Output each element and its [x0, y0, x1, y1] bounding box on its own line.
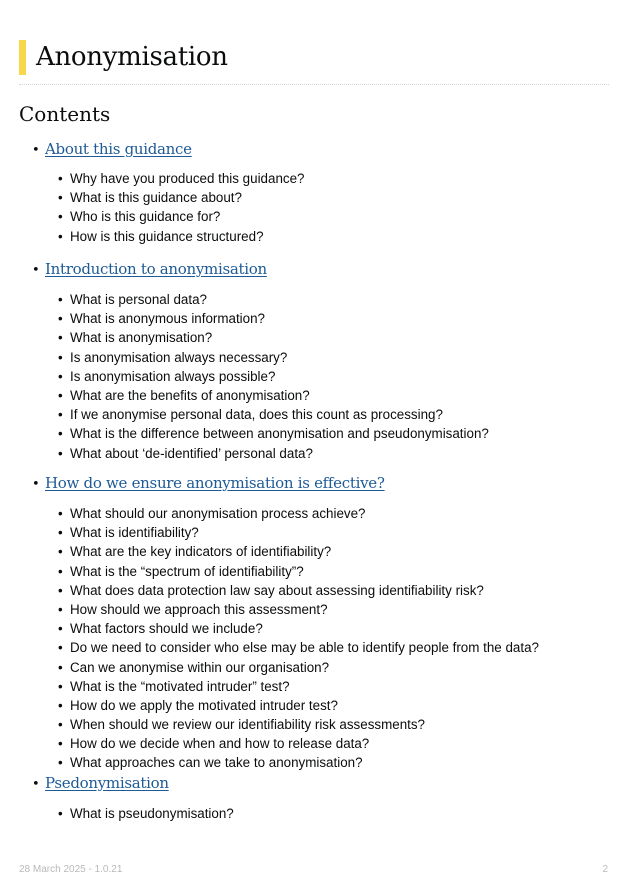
section-about-this-guidance [32, 139, 192, 161]
bullet: • [32, 143, 40, 158]
list-item: • What is anonymisation? [58, 328, 489, 347]
list-item: • What does data protection law say about assessing identifiability risk? [58, 581, 539, 600]
page-title: Anonymisation [36, 42, 228, 72]
list-item: • Why have you produced this guidance? [58, 169, 305, 188]
list-item: • What is the difference between anonymisation and pseudonymisation? [58, 424, 489, 443]
list-item: • If we anonymise personal data, does this count as processing? [58, 405, 489, 424]
section-psedonymisation [32, 773, 169, 795]
list-item: • Can we anonymise within our organisation? [58, 658, 539, 677]
list-item: • Do we need to consider who else may be able to identify people from the data? [58, 638, 539, 657]
list-item: • Is anonymisation always necessary? [58, 348, 489, 367]
title-accent-bar [19, 40, 26, 75]
list-item: • What about ‘de-identified’ personal data? [58, 444, 489, 463]
bullet: • [32, 777, 40, 792]
section-question-list [58, 504, 539, 773]
title-divider [19, 84, 609, 85]
list-item: • What should our anonymisation process achieve? [58, 504, 539, 523]
section-question-list [58, 290, 489, 463]
section-link-ensure-anonymisation-effective[interactable]: How do we ensure anonymisation is effective? [45, 474, 385, 492]
page-title-block [19, 40, 228, 75]
section-link-about-this-guidance[interactable]: About this guidance [45, 140, 192, 158]
list-item: • What is the “motivated intruder” test? [58, 677, 539, 696]
list-item: • How should we approach this assessment? [58, 600, 539, 619]
list-item: • How is this guidance structured? [58, 227, 305, 246]
bullet: • [32, 477, 40, 492]
list-item: • What is identifiability? [58, 523, 539, 542]
section-question-list [58, 169, 305, 246]
section-ensure-anonymisation-effective [32, 473, 385, 495]
list-item: • How do we apply the motivated intruder test? [58, 696, 539, 715]
footer-date: 28 March 2025 - 1.0.21 [19, 864, 123, 875]
list-item: • What approaches can we take to anonymisation? [58, 753, 539, 772]
list-item: • What are the benefits of anonymisation? [58, 386, 489, 405]
contents-heading: Contents [19, 102, 111, 126]
list-item: • What factors should we include? [58, 619, 539, 638]
page-number: 2 [602, 864, 608, 875]
section-introduction-to-anonymisation [32, 259, 267, 281]
section-question-list [58, 804, 234, 823]
list-item: • Is anonymisation always possible? [58, 367, 489, 386]
list-item: • What is the “spectrum of identifiability”? [58, 562, 539, 581]
section-link-psedonymisation[interactable]: Psedonymisation [45, 774, 169, 792]
list-item: • How do we decide when and how to release data? [58, 734, 539, 753]
list-item: • Who is this guidance for? [58, 207, 305, 226]
list-item: • What is this guidance about? [58, 188, 305, 207]
bullet: • [32, 263, 40, 278]
list-item: • When should we review our identifiability risk assessments? [58, 715, 539, 734]
list-item: • What are the key indicators of identifiability? [58, 542, 539, 561]
list-item: • What is personal data? [58, 290, 489, 309]
list-item: • What is pseudonymisation? [58, 804, 234, 823]
list-item: • What is anonymous information? [58, 309, 489, 328]
section-link-introduction-to-anonymisation[interactable]: Introduction to anonymisation [45, 260, 267, 278]
